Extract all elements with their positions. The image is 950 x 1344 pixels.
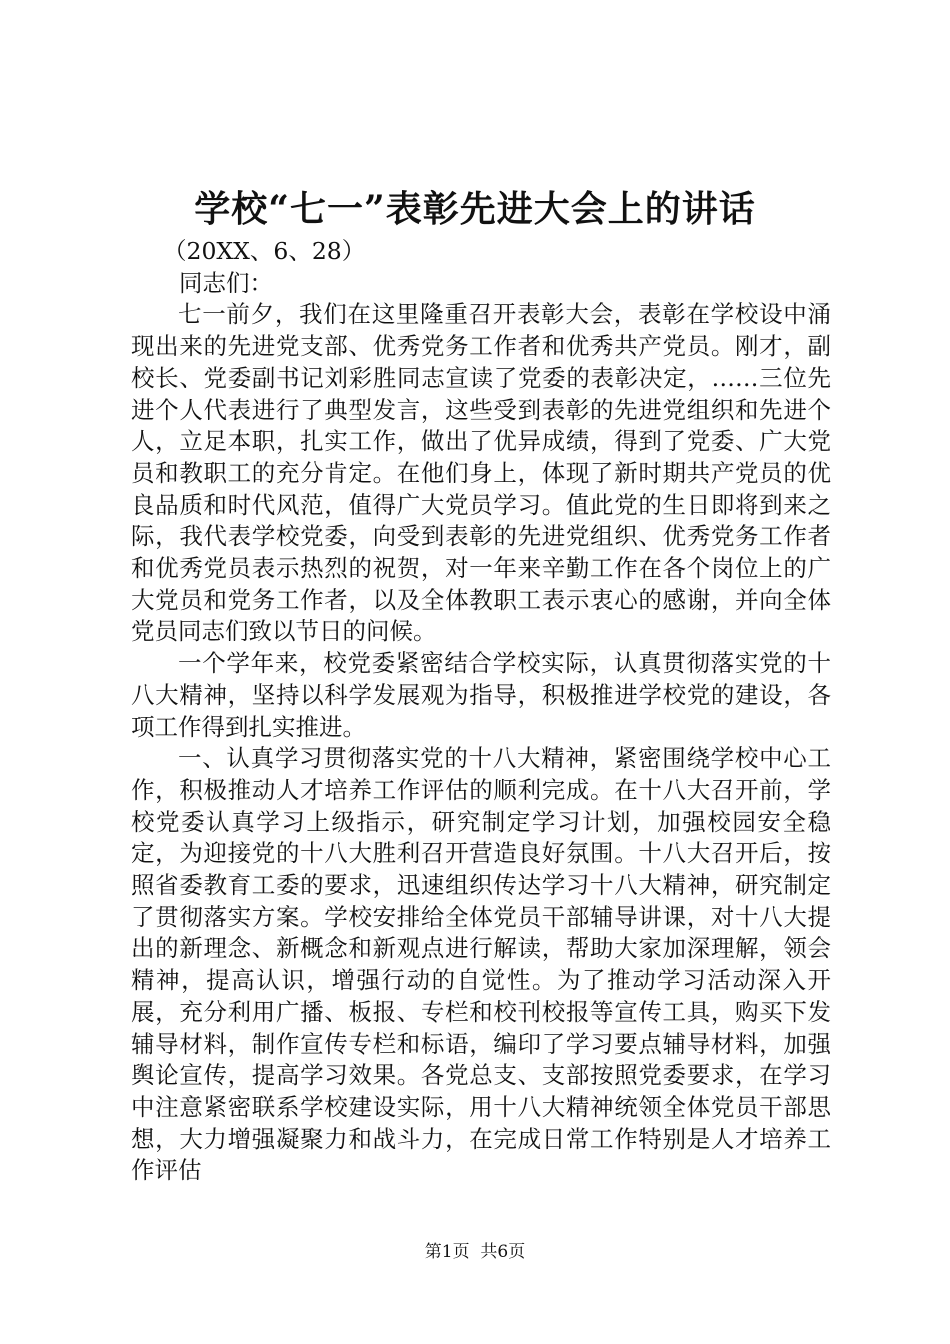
paragraph-3: 一、认真学习贯彻落实党的十八大精神，紧密围绕学校中心工作，积极推动人才培养工作评估的顺利完成。在十八大召开前，学校党委认真学习上级指示，研究制定学习计划，加强校园安全稳定，为迎接党的十八大胜利召开营造良好氛围。十八大召开后，按照省委教育工委的要求，迅速组织传达学习十八大精神，研究制定了贯彻落实方案。学校安排给全体党员干部辅导讲课，对十八大提出的新理念、新概念和新观点进行解读，帮助大家加深理解，领会精神，提高认识，增强行动的自觉性。为了推动学习活动深入开展，充分利用广播、板报、专栏和校刊校报等宣传工具，购买下发辅导材料，制作宣传专栏和标语，编印了学习要点辅导材料，加强舆论宣传，提高学习效果。各党总支、支部按照党委要求，在学习中注意紧密联系学校建设实际，用十八大精神统领全体党员干部思想，大力增强凝聚力和战斗力，在完成日常工作特别是人才培养工作评估 [131,744,831,1185]
salutation: 同志们： [179,268,273,297]
page-total: 共6页 [480,1242,526,1262]
paragraph-1: 七一前夕，我们在这里隆重召开表彰大会，表彰在学校设中涌现出来的先进党支部、优秀党务工作者和优秀共产党员。刚才，副校长、党委副书记刘彩胜同志宣读了党委的表彰决定，……三位先进个人代表进行了典型发言，这些受到表彰的先进党组织和先进个人，立足本职，扎实工作，做出了优异成绩，得到了党委、广大党员和教职工的充分肯定。在他们身上，体现了新时期共产党员的优良品质和时代风范，值得广大党员学习。值此党的生日即将到来之际，我代表学校党委，向受到表彰的先进党组织、优秀党务工作者和优秀党员表示热烈的祝贺，对一年来辛勤工作在各个岗位上的广大党员和党务工作者，以及全体教职工表示衷心的感谢，并向全体党员同志们致以节日的问候。 [131,300,831,646]
page-footer [0,1240,950,1264]
speech-date: （20XX、6、28） [163,237,366,265]
paragraph-2: 一个学年来，校党委紧密结合学校实际，认真贯彻落实党的十八大精神，坚持以科学发展观为指导，积极推进学校党的建设，各项工作得到扎实推进。 [131,649,831,741]
footer-separator [470,1242,481,1262]
document-title: 学校“七一”表彰先进大会上的讲话 [194,188,756,230]
page-number: 第1页 [424,1242,470,1262]
document-body [131,236,831,1187]
